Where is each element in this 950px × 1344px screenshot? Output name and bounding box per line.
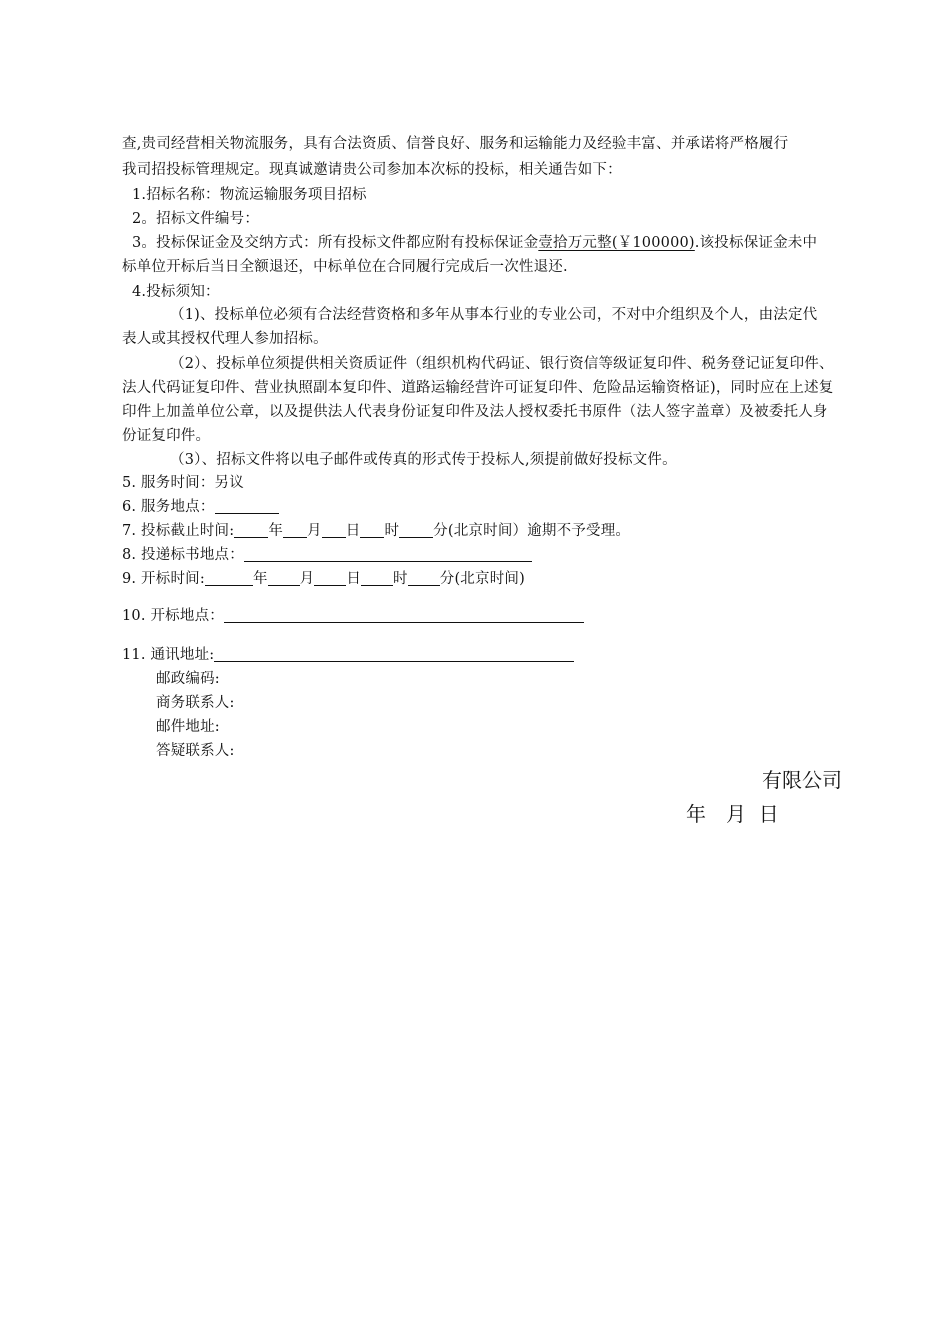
item-2-document-number: 2。招标文件编号： <box>132 211 260 227</box>
item-10-opening-location <box>122 605 584 627</box>
item-9-suffix: 分(北京时间) <box>439 571 525 587</box>
postal-code-label: 邮政编码: <box>156 671 220 687</box>
item-8-label: 8. 投递标书地点： <box>122 547 244 563</box>
deadline-minute-blank[interactable] <box>399 522 433 538</box>
opening-year-blank[interactable] <box>205 570 253 586</box>
opening-month-blank[interactable] <box>268 570 300 586</box>
item-8-submission-location <box>122 544 532 566</box>
item-3-text-pre: 3。投标保证金及交纳方式：所有投标文件都应附有投标保证金 <box>132 235 539 251</box>
item-11-label: 11. 通讯地址: <box>122 647 215 663</box>
signature-date: 年 月 日 <box>686 802 779 826</box>
notice-1-line-1: （1)、投标单位必须有合法经营资格和多年从事本行业的专业公司，不对中介组织及个人，由法定代 <box>170 307 818 323</box>
deadline-day-blank[interactable] <box>322 522 346 538</box>
submission-location-blank[interactable] <box>244 546 532 562</box>
item-4-notice: 4.投标须知： <box>132 284 220 300</box>
business-contact-label: 商务联系人: <box>156 695 235 711</box>
notice-2-line-4: 份证复印件。 <box>122 428 211 444</box>
item-6-label: 6. 服务地点： <box>122 499 215 515</box>
opening-hour-blank[interactable] <box>361 570 393 586</box>
deadline-hour-blank[interactable] <box>360 522 384 538</box>
item-5-service-time: 5. 服务时间：另议 <box>122 475 244 491</box>
qa-contact-label: 答疑联系人: <box>156 743 235 759</box>
notice-2-line-1: （2）、投标单位须提供相关资质证件（组织机构代码证、银行资信等级证复印件、税务登记证复印件、 <box>170 356 834 372</box>
day-unit-2: 日 <box>346 571 362 587</box>
year-unit-2: 年 <box>252 571 268 587</box>
item-7-suffix: 分(北京时间）逾期不予受理。 <box>433 523 631 539</box>
item-6-service-location <box>122 496 279 518</box>
service-location-blank[interactable] <box>215 498 279 514</box>
notice-2-line-3: 印件上加盖单位公章，以及提供法人代表身份证复印件及法人授权委托书原件（法人签字盖章）及被委托人身 <box>122 404 828 420</box>
opening-location-blank[interactable] <box>224 607 584 623</box>
item-3-deposit <box>132 232 817 254</box>
item-3-text-post: .该投标保证金未中 <box>694 235 818 251</box>
deadline-month-blank[interactable] <box>283 522 307 538</box>
item-3-line-2: 标单位开标后当日全额退还，中标单位在合同履行完成后一次性退还. <box>122 259 568 275</box>
day-unit: 日 <box>345 523 361 539</box>
item-7-deadline <box>122 520 630 542</box>
intro-line-2: 我司招投标管理规定。现真诚邀请贵公司参加本次标的投标，相关通告如下： <box>122 162 622 178</box>
intro-line-1: 查,贵司经营相关物流服务，具有合法资质、信誉良好、服务和运输能力及经验丰富、并承诺将严格履行 <box>122 136 789 152</box>
hour-unit-2: 时 <box>393 571 408 587</box>
opening-day-blank[interactable] <box>314 570 346 586</box>
year-unit: 年 <box>268 523 284 539</box>
deposit-amount: 壹拾万元整(￥100000) <box>538 235 695 251</box>
item-9-label: 9. 开标时间: <box>122 571 205 587</box>
month-unit: 月 <box>307 523 322 539</box>
email-label: 邮件地址: <box>156 719 220 735</box>
item-10-label: 10. 开标地点： <box>122 608 224 624</box>
hour-unit: 时 <box>384 523 400 539</box>
item-11-address <box>122 644 574 666</box>
deadline-year-blank[interactable] <box>234 522 268 538</box>
opening-minute-blank[interactable] <box>408 570 440 586</box>
item-1-tender-name: 1.招标名称：物流运输服务项目招标 <box>132 187 367 203</box>
address-blank[interactable] <box>214 646 574 662</box>
month-unit-2: 月 <box>299 571 315 587</box>
item-9-opening-time <box>122 568 525 590</box>
notice-1-line-2: 表人或其授权代理人参加招标。 <box>122 331 328 347</box>
signature-company: 有限公司 <box>762 768 842 792</box>
item-7-label: 7. 投标截止时间: <box>122 523 235 539</box>
notice-3-line-1: （3）、招标文件将以电子邮件或传真的形式传于投标人,须提前做好投标文件。 <box>170 452 677 468</box>
notice-2-line-2: 法人代码证复印件、营业执照副本复印件、道路运输经营许可证复印件、危险品运输资格证)，同时应在上述复 <box>122 380 834 396</box>
